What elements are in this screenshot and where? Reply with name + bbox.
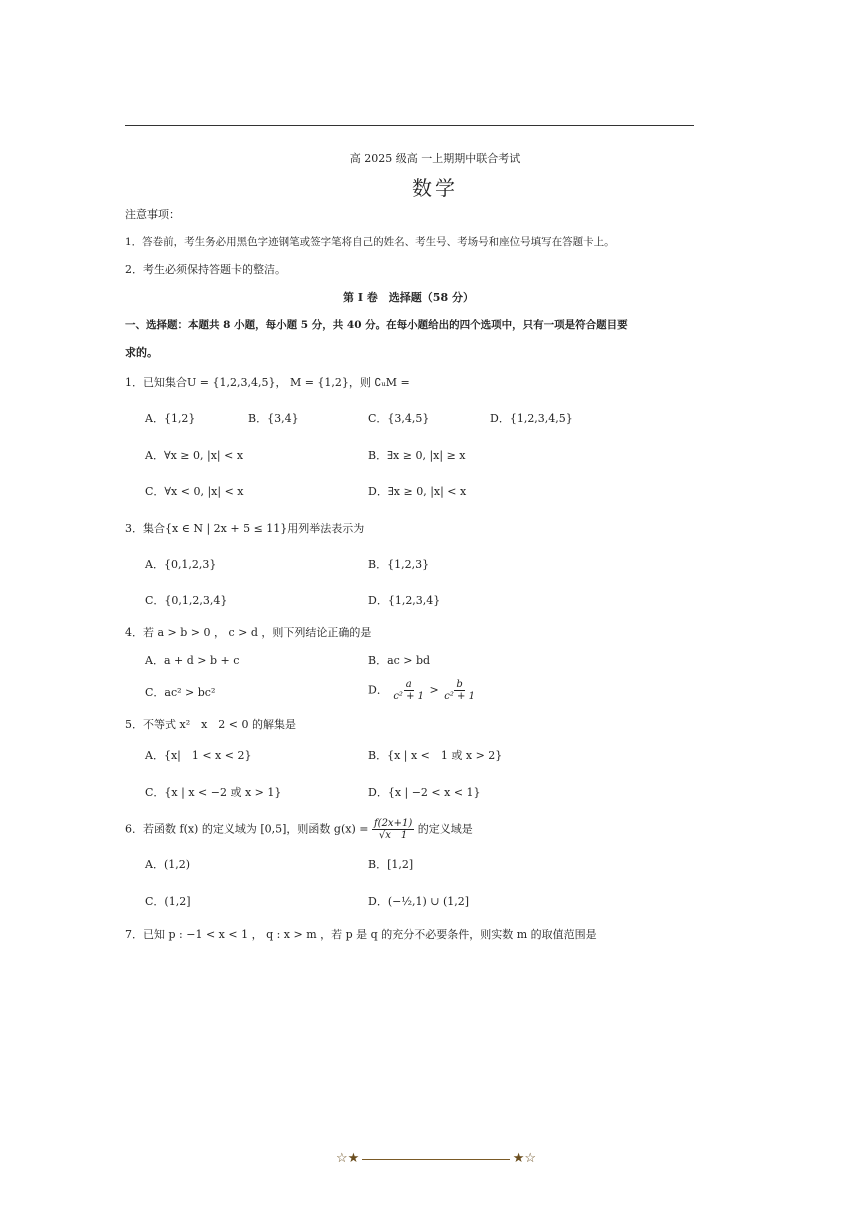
option-a: A．{x| 1 < x < 2} bbox=[145, 749, 252, 762]
header-rule bbox=[125, 125, 694, 126]
section-instruction: 一、选择题：本题共 8 小题，每小题 5 分，共 40 分。在每小题给出的四个选项中，只有一项是符合题目要 bbox=[125, 319, 628, 331]
footer-rule bbox=[362, 1159, 510, 1160]
fraction-numerator: f(2x+1) bbox=[373, 818, 413, 829]
option-c: C．{3,4,5} bbox=[368, 412, 430, 425]
fraction bbox=[372, 818, 414, 841]
option-b: B．ac > bd bbox=[368, 654, 431, 667]
option-b: B．[1,2] bbox=[368, 858, 414, 871]
option-b: B．{1,2,3} bbox=[368, 558, 430, 571]
option-b: B．{3,4} bbox=[248, 412, 299, 425]
star-icon: ☆★ bbox=[336, 1151, 360, 1166]
exam-name: 高 2025 级高 一上期期中联合考试 bbox=[349, 152, 521, 165]
fraction bbox=[442, 679, 477, 702]
option-d: D．∃x ≥ 0, |x| < x bbox=[368, 485, 467, 498]
option-d: D．{1,2,3,4,5} bbox=[490, 412, 573, 425]
option-a: A．(1,2) bbox=[145, 858, 191, 871]
option-d: D．(−½,1) ∪ (1,2] bbox=[368, 895, 470, 908]
section-title: 第 I 卷 选择题（58 分） bbox=[343, 291, 474, 304]
option-d: D．{x | −2 < x < 1} bbox=[368, 786, 481, 799]
option-a: A．a + d > b + c bbox=[145, 654, 240, 667]
option-c: C．ac² > bc² bbox=[145, 686, 216, 699]
question-stem: 4．若 a > b > 0 ， c > d ，则下列结论正确的是 bbox=[125, 626, 372, 639]
question-stem: 3．集合{x ∈ N | 2x + 5 ≤ 11}用列举法表示为 bbox=[125, 522, 365, 535]
option-c: C．(1,2] bbox=[145, 895, 191, 908]
fraction-denominator: c² + 1 bbox=[444, 691, 475, 702]
fraction-denominator: √x 1 bbox=[378, 830, 408, 841]
option-a: A．{0,1,2,3} bbox=[145, 558, 217, 571]
question-stem: 7．已知 p : −1 < x < 1 ， q : x > m ，若 p 是 q 的充分不必要条件，则实数 m 的取值范围是 bbox=[125, 928, 597, 941]
note-item: 1．答卷前，考生务必用黑色字迹钢笔或签字笔将自己的姓名、考生号、考场号和座位号填写在答题卡上。 bbox=[125, 236, 615, 248]
question-stem: 5．不等式 x² x 2 < 0 的解集是 bbox=[125, 718, 297, 731]
option-a: A．{1,2} bbox=[145, 412, 196, 425]
option-c: C．∀x < 0, |x| < x bbox=[145, 485, 244, 498]
note-item: 2．考生必须保持答题卡的整洁。 bbox=[125, 263, 286, 276]
question-stem: 1．已知集合U = {1,2,3,4,5}， M = {1,2}，则 ∁ᵤM = bbox=[125, 376, 410, 389]
option-c: C．{0,1,2,3,4} bbox=[145, 594, 228, 607]
option-b: B．{x | x < 1 或 x > 2} bbox=[368, 749, 503, 762]
question-stem bbox=[125, 818, 473, 841]
option-a: A．∀x ≥ 0, |x| < x bbox=[145, 449, 244, 462]
option-label: D． bbox=[368, 683, 388, 697]
option-d bbox=[368, 679, 477, 702]
option-b: B．∃x ≥ 0, |x| ≥ x bbox=[368, 449, 466, 462]
fraction-denominator: c² + 1 bbox=[393, 691, 425, 702]
fraction-numerator: a bbox=[405, 679, 412, 690]
relation: > bbox=[429, 683, 439, 697]
subject-title: 数学 bbox=[412, 176, 458, 200]
footer-ornament bbox=[336, 1150, 536, 1168]
stem-text: 的定义域是 bbox=[417, 822, 473, 836]
fraction bbox=[391, 679, 426, 702]
stem-text: 6．若函数 f(x) 的定义域为 [0,5]，则函数 g(x) = bbox=[125, 822, 372, 836]
notes-heading: 注意事项： bbox=[125, 208, 180, 221]
fraction-numerator: b bbox=[456, 679, 463, 690]
option-d: D．{1,2,3,4} bbox=[368, 594, 441, 607]
option-c: C．{x | x < −2 或 x > 1} bbox=[145, 786, 282, 799]
section-instruction: 求的。 bbox=[125, 346, 158, 359]
star-icon: ★☆ bbox=[512, 1151, 536, 1166]
